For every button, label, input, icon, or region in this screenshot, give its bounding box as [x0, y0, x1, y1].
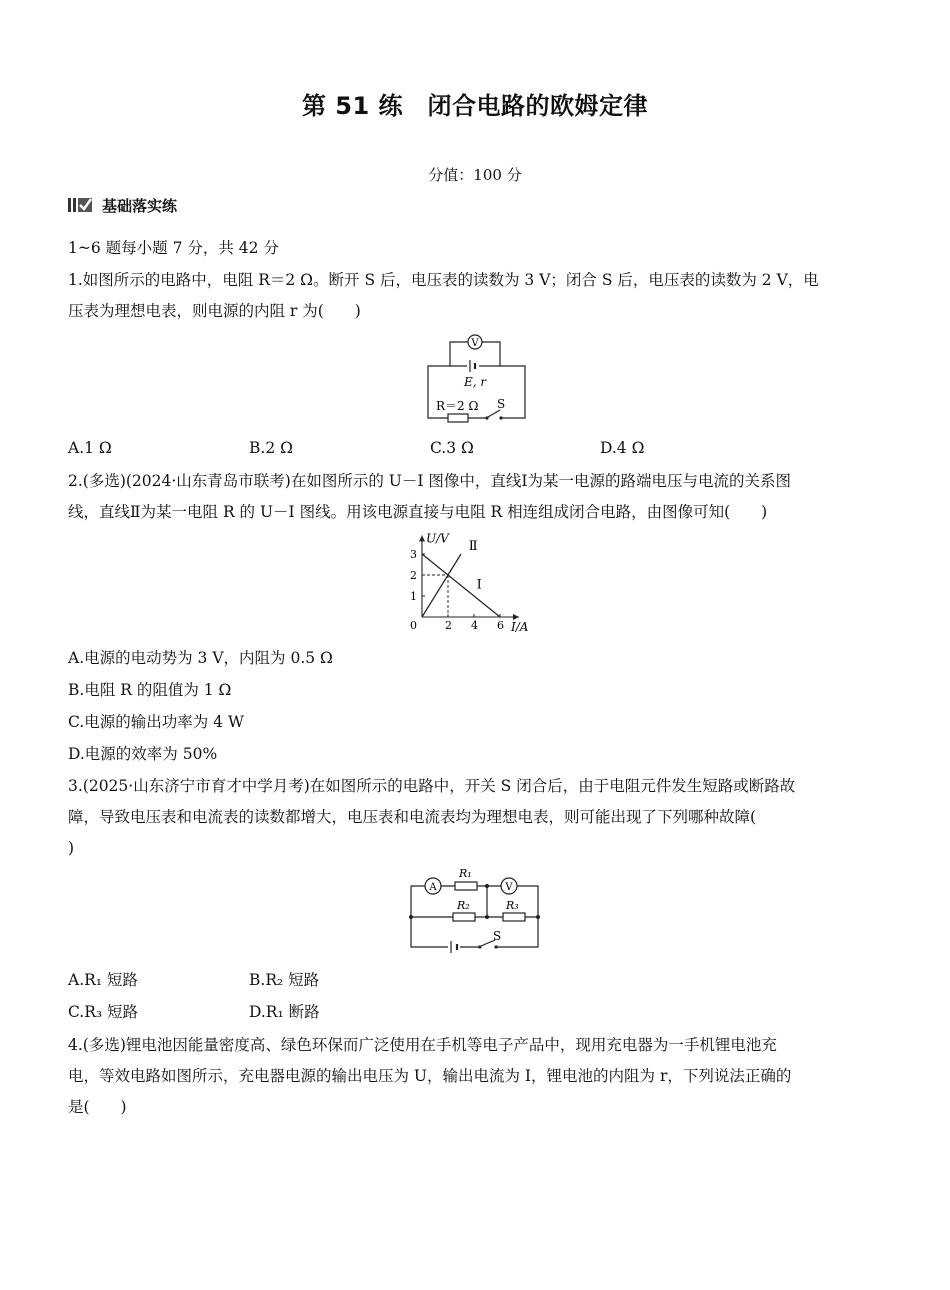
q2-option-a[interactable]: A.电源的电动势为 3 V，内阻为 0.5 Ω	[68, 649, 333, 667]
q3-option-a[interactable]: A.R₁ 短路	[68, 971, 138, 989]
y-tick-label: 2	[410, 569, 417, 582]
x-axis-label: I/A	[511, 620, 529, 634]
x-tick-label: 0	[410, 619, 417, 632]
q1-option-b[interactable]: B.2 Ω	[249, 439, 293, 457]
q2-option-c[interactable]: C.电源的输出功率为 4 W	[68, 713, 244, 731]
q1-switch-label: S	[497, 397, 506, 411]
q3-r3	[503, 913, 525, 921]
q3-option-c[interactable]: C.R₃ 短路	[68, 1003, 139, 1021]
q1-stem-line2: 压表为理想电表，则电源的内阻 r 为( )	[68, 302, 361, 320]
q1-option-d[interactable]: D.4 Ω	[600, 439, 645, 457]
q3-r1	[455, 882, 477, 890]
q2-option-b[interactable]: B.电阻 R 的阻值为 1 Ω	[68, 681, 232, 699]
q3-circuit-figure	[405, 862, 545, 954]
q1-voltmeter-label: V	[471, 338, 479, 349]
q2-stem-line2: 线，直线Ⅱ为某一电阻 R 的 U－I 图线。用该电源直接与电阻 R 相连组成闭合电路，由图像可知( )	[68, 503, 768, 521]
x-tick-label: 6	[497, 619, 504, 632]
y-axis-arrow-icon	[419, 535, 425, 541]
q1-circuit-figure	[420, 330, 535, 425]
page-title: 第 51 练 闭合电路的欧姆定律	[301, 92, 649, 120]
q2-stem-line1: 2.(多选)(2024·山东青岛市联考)在如图所示的 U－I 图像中，直线Ⅰ为某一电源的路端电压与电流的关系图	[68, 472, 792, 490]
q1-option-c[interactable]: C.3 Ω	[430, 439, 474, 457]
q1-option-a[interactable]: A.1 Ω	[68, 439, 112, 457]
q3-option-b[interactable]: B.R₂ 短路	[249, 971, 320, 989]
q1-stem-line1: 1.如图所示的电路中，电阻 R＝2 Ω。断开 S 后，电压表的读数为 3 V；闭合 S 后，电压表的读数为 2 V，电	[68, 271, 819, 289]
q4-stem-line2: 电，等效电路如图所示，充电器电源的输出电压为 U，输出电流为 I，锂电池的内阻为 r，下列说法正确的	[68, 1067, 792, 1085]
x-tick-label: 2	[445, 619, 452, 632]
x-tick-label: 4	[471, 619, 478, 632]
q3-stem-line2: 障，导致电压表和电流表的读数都增大，电压表和电流表均为理想电表，则可能出现了下列哪种故障(	[68, 808, 757, 826]
y-tick-label: 1	[410, 590, 417, 603]
section-label: 基础落实练	[102, 196, 178, 215]
q3-voltmeter-label: V	[505, 882, 513, 893]
q1-resistor	[448, 414, 468, 422]
q3-r1-label: R₁	[459, 867, 472, 880]
q3-stem-line3: )	[68, 839, 75, 857]
q4-stem-line3: 是( )	[68, 1098, 127, 1116]
q2-option-d[interactable]: D.电源的效率为 50%	[68, 745, 218, 763]
q3-ammeter-label: A	[429, 882, 437, 893]
section-check-icon	[68, 196, 94, 214]
section-header	[68, 193, 177, 217]
series-label-1: Ⅰ	[476, 577, 482, 593]
y-tick-label: 3	[410, 548, 417, 561]
series-line-1	[422, 554, 500, 617]
q2-ui-chart	[400, 527, 550, 637]
q3-r2	[453, 913, 475, 921]
series-label-2: Ⅱ	[468, 538, 478, 554]
q4-stem-line1: 4.(多选)锂电池因能量密度高、绿色环保而广泛使用在手机等电子产品中，现用充电器为一手机锂电池充	[68, 1036, 777, 1054]
y-axis-label: U/V	[426, 531, 449, 546]
series-line-2	[422, 554, 461, 617]
q3-r2-label: R₂	[457, 899, 470, 912]
q1-resistor-label: R＝2 Ω	[436, 399, 479, 413]
intro-text: 1~6 题每小题 7 分，共 42 分	[68, 239, 279, 257]
q1-source-label: E, r	[463, 375, 487, 389]
q3-option-d[interactable]: D.R₁ 断路	[249, 1003, 320, 1021]
q3-r3-label: R₃	[506, 899, 519, 912]
score-label: 分值：100 分	[428, 166, 522, 184]
q3-switch-label: S	[493, 929, 502, 943]
q3-stem-line1: 3.(2025·山东济宁市育才中学月考)在如图所示的电路中，开关 S 闭合后，由于电阻元件发生短路或断路故	[68, 777, 796, 795]
